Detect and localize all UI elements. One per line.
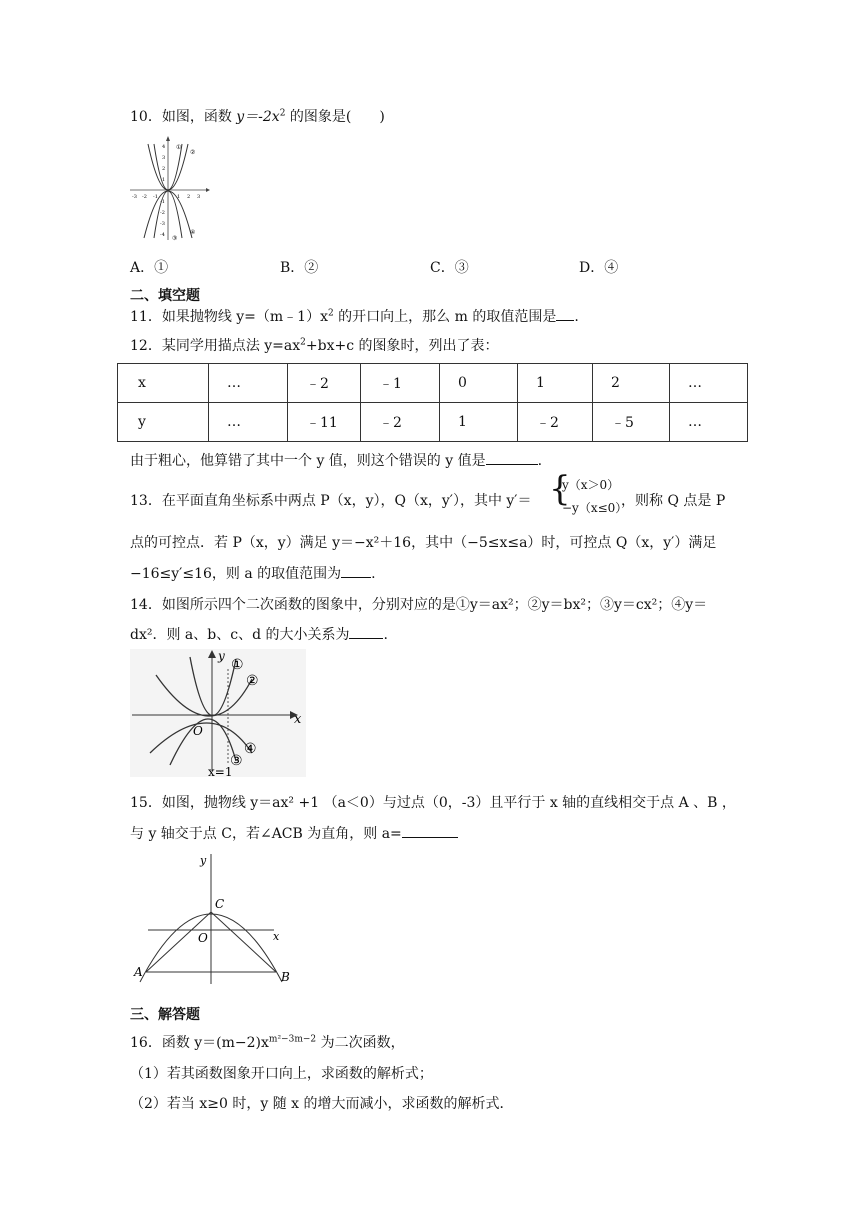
q11 [130,306,579,326]
q10-x-arrow [206,188,210,192]
q12-row-y [118,403,748,442]
q12-cell: 0 [440,364,518,403]
q10-option-b[interactable]: B．② [280,260,319,276]
q13-piece-1: y（x＞0） [562,478,620,492]
q14-mark-1: ① [231,657,244,673]
q11-text-a: 11．如果抛物线 y=（m﹣1）x [130,309,328,325]
q12-text-a: 12．某同学用描点法 y=ax [130,338,301,354]
q14-graph [130,649,306,777]
q11-text-c: . [574,309,579,325]
q16-text-b: 为二次函数， [316,1035,405,1051]
q14-label-x1: x=1 [208,765,233,777]
q12-cell: … [209,364,288,403]
q13-line1 [130,490,532,510]
q12-followup [130,450,542,470]
q12-cell: y [118,403,209,442]
q14-label-x: x [294,712,302,727]
q13-line2: 点的可控点．若 P（x，y）满足 y＝−x²＋16，其中（−5≤x≤a）时，可控点 Q（x，y′）满足 [130,535,717,551]
q12-stem [130,335,499,355]
q10-tick-x-2: 2 [187,194,191,200]
q12-cell: ﹣11 [288,403,361,442]
q10-option-c[interactable]: C．③ [430,260,469,276]
q13-line3-end: . [371,566,376,582]
q11-sup: 2 [327,308,334,319]
q10-tick-y-neg2: -2 [160,210,165,216]
q15-label-b: B [281,970,290,984]
q14-line2-end: . [383,627,388,643]
q12-cell: 1 [440,403,518,442]
q14-label-y: y [218,649,225,663]
q12-row-x [118,364,748,403]
q16-sup: m²−3m−2 [268,1034,317,1045]
q10-stem [130,106,385,126]
q15-label-c: C [215,897,225,911]
q11-text-b: 的开口向上，那么 m 的取值范围是 [333,309,557,325]
q11-answer-blank[interactable] [556,306,574,321]
q13-line1-end: ，则称 Q 点是 P [621,493,726,509]
q13-line3 [130,563,376,583]
q10-y-arrow [166,136,170,141]
q10-tick-y-neg4: -4 [160,232,165,238]
q16-text-a: 16．函数 y＝(m−2)x [130,1035,269,1051]
q10-tick-y-neg3: -3 [160,221,165,227]
q14-label-o: O [193,724,203,738]
q10-tick-y-3: 3 [162,155,166,161]
q12-cell: ﹣2 [361,403,440,442]
q12-followup-end: . [537,453,543,469]
q14-mark-4: ④ [244,741,257,757]
q14-mark-3: ③ [230,753,243,769]
q12-cell: … [670,403,748,442]
q10-tick-x-neg3: -3 [132,194,137,200]
q10-mark-2: ② [190,149,196,156]
q10-tick-y-4: 4 [162,144,166,150]
q10-mark-1: ① [176,144,182,151]
q15-label-o: O [198,931,208,945]
q12-cell: ﹣2 [288,364,361,403]
q13-brace: { [549,469,571,509]
q13-answer-blank[interactable] [341,563,371,578]
q12-cell: x [118,364,209,403]
q15-graph [128,850,296,986]
q15-line1: 15．如图，抛物线 y＝ax² +1 （a＜0）与过点（0，-3）且平行于 x 轴的直线相交于点 A 、B ， [130,795,736,811]
q16-part-1: （1）若其函数图象开口向上，求函数的解析式； [130,1066,433,1082]
q10-graph [128,136,210,242]
q10-mark-3: ③ [172,235,178,242]
q10-tick-x-neg1: -1 [153,194,158,200]
q10-option-d[interactable]: D．④ [579,260,619,276]
q14-line2 [130,624,388,644]
q10-tick-x-1: 1 [177,194,181,200]
q10-tick-x-3: 3 [197,194,201,200]
q10-stem-end: 的图象是( ) [285,109,385,125]
q10-tick-y-neg1: -1 [160,199,165,205]
q10-formula: y＝-2x [236,109,280,125]
q16-stem [130,1032,405,1052]
q14-mark-2: ② [246,673,259,689]
q12-cell: ﹣5 [593,403,670,442]
q12-cell: … [670,364,748,403]
q10-tick-y-1: 1 [162,177,166,183]
q14-line2-text: dx²．则 a、b、c、d 的大小关系为 [130,627,350,643]
q15-segment-bc [211,912,276,972]
section-heading-fill-in: 二、填空题 [130,288,200,304]
q15-label-y: y [200,854,207,867]
q10-tick-x-neg2: -2 [142,194,147,200]
q15-answer-blank[interactable] [402,823,458,838]
q12-cell: ﹣1 [361,364,440,403]
section-heading-solution: 三、解答题 [130,1007,200,1023]
q14-answer-blank[interactable] [349,624,383,639]
q10-mark-4: ④ [190,229,196,236]
q12-sup: 2 [300,337,306,348]
q12-cell: … [209,403,288,442]
q15-label-x: x [273,930,280,943]
q12-followup-text: 由于粗心，他算错了其中一个 y 值，则这个错误的 y 值是 [130,453,486,469]
q14-line1: 14．如图所示四个二次函数的图象中，分别对应的是①y＝ax²；②y＝bx²；③y＝cx²；④y＝ [130,597,708,613]
q10-stem-text: 10．如图，函数 [130,109,237,125]
q15-label-a: A [134,965,143,979]
q12-table [117,363,748,442]
q16-part-2: （2）若当 x≥0 时，y 随 x 的增大而减小，求函数的解析式． [130,1096,514,1112]
q12-text-b: +bx+c 的图象时，列出了表： [305,338,499,354]
q10-option-a[interactable]: A．① [130,260,169,276]
q13-line1-text: 13．在平面直角坐标系中两点 P（x，y），Q（x，y′），其中 y′＝ [130,493,532,509]
q10-tick-y-2: 2 [162,166,166,172]
q12-answer-blank[interactable] [486,450,538,465]
q13-piece-2: −y（x≤0） [562,501,628,515]
q15-line2-text: 与 y 轴交于点 C，若∠ACB 为直角，则 a= [130,826,402,842]
q13-line3-text: −16≤y′≤16，则 a 的取值范围为 [130,566,342,582]
q15-line2 [130,823,458,843]
q12-cell: 1 [518,364,593,403]
q10-sup: 2 [279,108,286,119]
q12-cell: 2 [593,364,670,403]
q12-cell: ﹣2 [518,403,593,442]
